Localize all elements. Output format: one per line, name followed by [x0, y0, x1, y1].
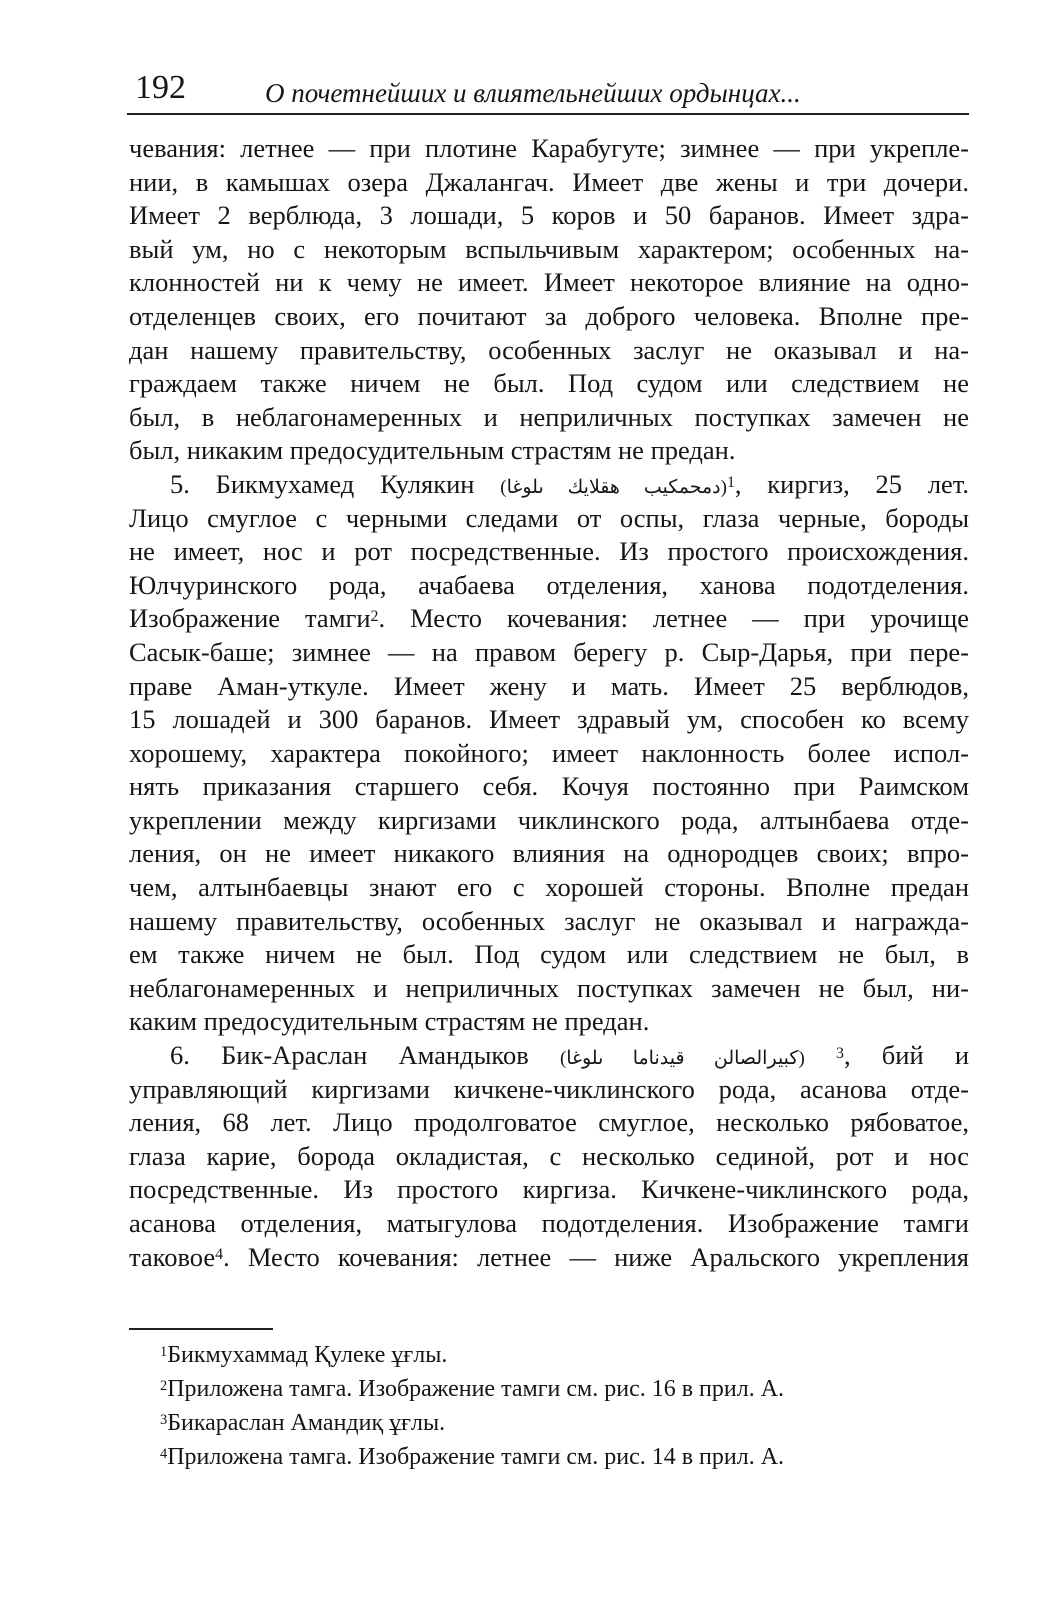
text-line: не имеет, нос и рот посредственные. Из простого происхождения.	[129, 536, 969, 567]
footnote-text: Бикараслан Амандиқ ұғлы.	[167, 1410, 446, 1436]
text-line: каким предосудительным страстям не предан.	[129, 1006, 650, 1037]
entry-6-tail: , бий и	[843, 1040, 969, 1071]
text-line: 15 лошадей и 300 баранов. Имеет здравый ум, способен ко всему	[129, 704, 969, 735]
footnote-ref-2: 2	[370, 607, 379, 625]
footnote-rule	[129, 1328, 273, 1330]
text-line: неблагонамеренных и неприличных поступках замечен не был, ни-	[129, 972, 969, 1003]
entry-6-name: 6. Бик-Араслан Амандыков	[170, 1040, 529, 1071]
entry-5-tail: , киргиз, 25 лет.	[734, 468, 969, 499]
text-line: праве Аман-уткуле. Имеет жену и мать. Имеет 25 верблюдов,	[129, 670, 969, 701]
footnote-item	[160, 1406, 960, 1440]
tamga-label-2: таковое	[129, 1241, 216, 1272]
text-line: чем, алтынбаевцы знают его с хорошей стороны. Вполне предан	[129, 872, 969, 903]
body-text	[129, 132, 969, 1274]
footnote-text: Бикмухаммад Қулеке ұғлы.	[167, 1342, 448, 1368]
page-number: 192	[135, 69, 186, 106]
text-line: нии, в камышах озера Джалангач. Имеет две жены и три дочери.	[129, 166, 969, 197]
footnote-mark: 3	[160, 1412, 168, 1429]
text-line: Сасык-баше; зимнее — на правом берегу р. Сыр-Дарья, при пере-	[129, 636, 969, 667]
tamga-line-2-rest: Место кочевания: летнее — ниже Аральского укрепления	[247, 1241, 969, 1272]
footnote-ref-4: 4	[215, 1246, 224, 1264]
entry-5-name: 5. Бикмухамед Кулякин	[170, 468, 475, 499]
footnote-text: Приложена тамга. Изображение тамги см. рис. 14 в прил. А.	[167, 1444, 785, 1470]
tamga-line-2	[129, 1241, 969, 1275]
footnote-text: Приложена тамга. Изображение тамги см. рис. 16 в прил. А.	[167, 1376, 785, 1402]
tamga-tail: . Место кочевания: летнее — при урочище	[378, 603, 969, 634]
text-line: Юлчуринского рода, ачабаева отделения, ханова подотделения.	[129, 569, 969, 600]
text-line: нашему правительству, особенных заслуг не оказывал и награжда-	[129, 905, 969, 936]
footnote-ref-1: 1	[726, 473, 735, 491]
footnote-mark: 2	[160, 1378, 168, 1395]
header-rule	[127, 113, 969, 115]
text-line: чевания: летнее — при плотине Карабугуте; зимнее — при укрепле-	[129, 133, 969, 163]
arabic-name-2: (كبيرالصالن قيدناما ىلوغا)	[559, 1048, 805, 1070]
text-line: хорошему, характера покойного; имеет наклонность более испол-	[129, 737, 969, 768]
footnote-mark: 1	[160, 1344, 168, 1361]
text-line: Лицо смуглое с черными следами от оспы, глаза черные, бороды	[129, 502, 969, 533]
text-line: отделенцев своих, его почитают за доброго человека. Вполне пре-	[129, 300, 969, 331]
page-header	[127, 68, 969, 116]
footnote-ref-3: 3	[836, 1044, 844, 1062]
text-line: клонностей ни к чему не имеет. Имеет некоторое влияние на одно-	[129, 267, 969, 298]
footnotes	[160, 1338, 960, 1474]
entry-5-first-line	[129, 468, 969, 502]
text-line: ем также ничем не был. Под судом или следствием не был, в	[129, 939, 969, 970]
tamga-label: Изображение тамги	[129, 603, 371, 634]
text-line: управляющий киргизами кичкене-чиклинского рода, асанова отде-	[129, 1073, 969, 1104]
running-title: О почетнейших и влиятельнейших ордынцах...	[265, 78, 801, 108]
footnote-mark: 4	[160, 1446, 168, 1463]
text-line: был, никаким предосудительным страстям не предан.	[129, 435, 736, 466]
text-line: был, в неблагонамеренных и неприличных поступках замечен не	[129, 401, 969, 432]
tamga-line-1	[129, 602, 969, 636]
text-line: граждаем также ничем не был. Под судом или следствием не	[129, 368, 969, 399]
text-line: асанова отделения, матыгулова подотделения. Изображение тамги	[129, 1208, 969, 1238]
text-line: дан нашему правительству, особенных заслуг не оказывал и на-	[129, 334, 969, 365]
text-line: посредственные. Из простого киргиза. Кичкене-чиклинского рода,	[129, 1174, 969, 1205]
footnote-item	[160, 1440, 960, 1474]
text-line: вый ум, но с некоторым вспыльчивым характером; особенных на-	[129, 233, 969, 264]
tamga-tail-2: .	[223, 1241, 230, 1272]
text-line: Имеет 2 верблюда, 3 лошади, 5 коров и 50 баранов. Имеет здра-	[129, 200, 969, 231]
text-line: глаза карие, борода окладистая, с несколько сединой, рот и нос	[129, 1140, 969, 1171]
text-line: укреплении между киргизами чиклинского рода, алтынбаева отде-	[129, 804, 969, 835]
entry-6-first-line	[129, 1039, 969, 1073]
text-line: ления, он не имеет никакого влияния на однородцев своих; впро-	[129, 838, 969, 869]
footnote-item	[160, 1372, 960, 1406]
arabic-name-1: (دمحمكيب هقلايك ىلوغا)	[500, 476, 727, 498]
footnote-item	[160, 1338, 960, 1372]
text-line: нять приказания старшего себя. Кочуя постоянно при Раимском	[129, 771, 969, 802]
text-line: ления, 68 лет. Лицо продолговатое смуглое, несколько рябоватое,	[129, 1107, 969, 1138]
